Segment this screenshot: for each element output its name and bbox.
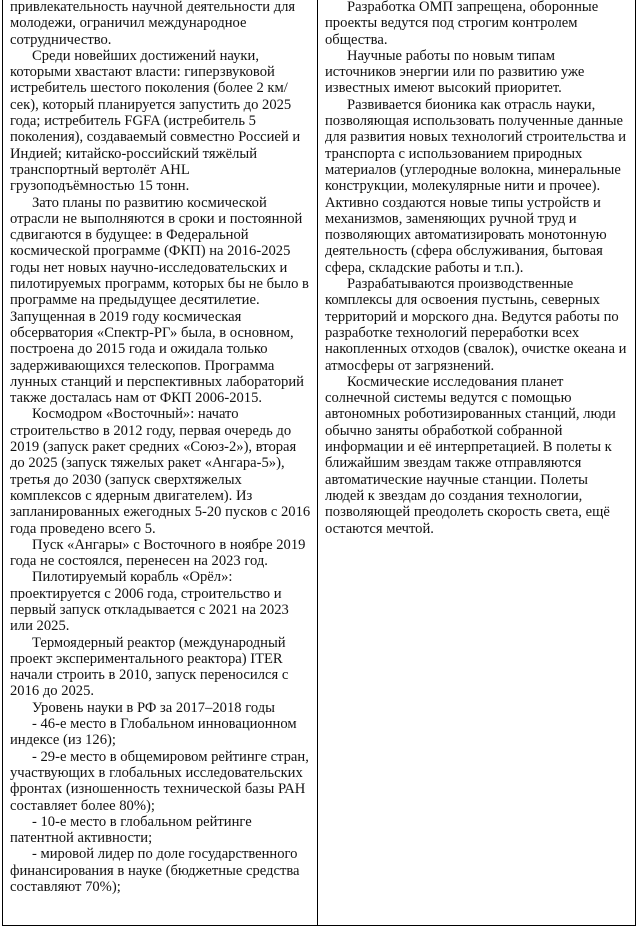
paragraph: привлекательность научной деятельности для молодежи, ограничил международное сотрудничество. xyxy=(10,0,296,48)
left-column-cell xyxy=(3,0,318,925)
list-item: - 46-е место в Глобальном инновационном индексе (из 126); xyxy=(10,716,297,749)
paragraph: Среди новейших достижений науки, которыми хвастают власти: гиперзвуковой истребитель шестого поколения (более 2 км/сек), который планируется запустить до 2025 года; истребитель FGFA (истребитель 5 поколения), создаваемый совместно Россией и Индией; китайско-российский тяжёлый транспортный вертолёт AHL грузоподъёмностью 15 тонн. xyxy=(10,47,301,195)
paragraph: Космические исследования планет солнечной системы ведутся с помощью автономных роботизированных станций, люди обычно заняты обработкой собранной информации и её интерпретацией. В полеты к ближайшим звездам также отправляются автоматические научные станции. Полеты людей к звездам до создания технологии, позволяющей преодолеть скорость света, ещё остаются мечтой. xyxy=(325,373,616,537)
paragraph: Развивается бионика как отрасль науки, позволяющая использовать полученные данные для развития новых технологий строительства и транспорта с использованием природных материалов (углеродные волокна, минеральные конструкции, молекулярные нити и прочее). Активно создаются новые типы устройств и механизмов, заменяющих ручной труд и позволяющих автоматизировать монотонную деятельность (сфера обслуживания, бытовая сфера, складские работы и т.п.). xyxy=(325,96,627,276)
right-column-cell xyxy=(318,0,635,925)
paragraph: Уровень науки в РФ за 2017–2018 годы xyxy=(32,699,275,716)
paragraph: Космодром «Восточный»: начато строительство в 2012 году, первая очередь до 2019 (запуск ракет средних «Союз-2»), вторая до 2025 (запуск тяжелых ракет «Ангара-5»), третья до 2030 (запуск сверхтяжелых комплексов с ядерным двигателем). Из запланированных ежегодных 5-20 пусков с 2016 года проведено всего 5. xyxy=(10,406,311,537)
list-item: - мировой лидер по доле государственного финансирования в науке (бюджетные средства составляют 70%); xyxy=(10,846,300,896)
list-item: - 10-е место в глобальном рейтинге патентной активности; xyxy=(10,813,252,847)
paragraph: Разрабатываются производственные комплексы для освоения пустынь, северных территорий и морского дна. Ведутся работы по разработке технологий переработки всех накопленных отходов (свалок), очистке океана и атмосферы от загрязнений. xyxy=(325,276,627,374)
paragraph: Пилотируемый корабль «Орёл»: проектируется с 2006 года, строительство и первый запуск откладывается с 2021 на 2023 или 2025. xyxy=(10,569,289,635)
paragraph: Зато планы по развитию космической отрасли не выполняются в сроки и постоянной сдвигаются в будущее: в Федеральной космической программе (ФКП) на 2016-2025 годы нет новых научно-исследовательских и пилотируемых программ, которых бы не было в программе на предыдущее десятилетие. Запущенная в 2019 году космическая обсерватория «Спектр-РГ» была, в основном, построена до 2015 года и ожидала только задерживающихся телескопов. Программа лунных станций и перспективных лабораторий также досталась нам от ФКП 2006-2015. xyxy=(10,194,309,407)
list-item: - 29-е место в общемировом рейтинге стран, участвующих в глобальных исследовательских фронтах (изношенность технической базы РАН составляет более 80%); xyxy=(10,748,309,814)
paragraph: Научные работы по новым типам источников энергии или по развитию уже известных имеют высокий приоритет. xyxy=(325,47,585,97)
comparison-table xyxy=(2,0,636,926)
paragraph: Разработка ОМП запрещена, оборонные проекты ведутся под строгим контролем общества. xyxy=(325,0,599,48)
paragraph: Термоядерный реактор (международный проект экспериментального реактора) ITER начали строить в 2010, запуск переносился с 2016 до 2025. xyxy=(10,634,289,700)
paragraph: Пуск «Ангары» с Восточного в ноябре 2019 года не состоялся, перенесен на 2023 год. xyxy=(10,536,306,570)
